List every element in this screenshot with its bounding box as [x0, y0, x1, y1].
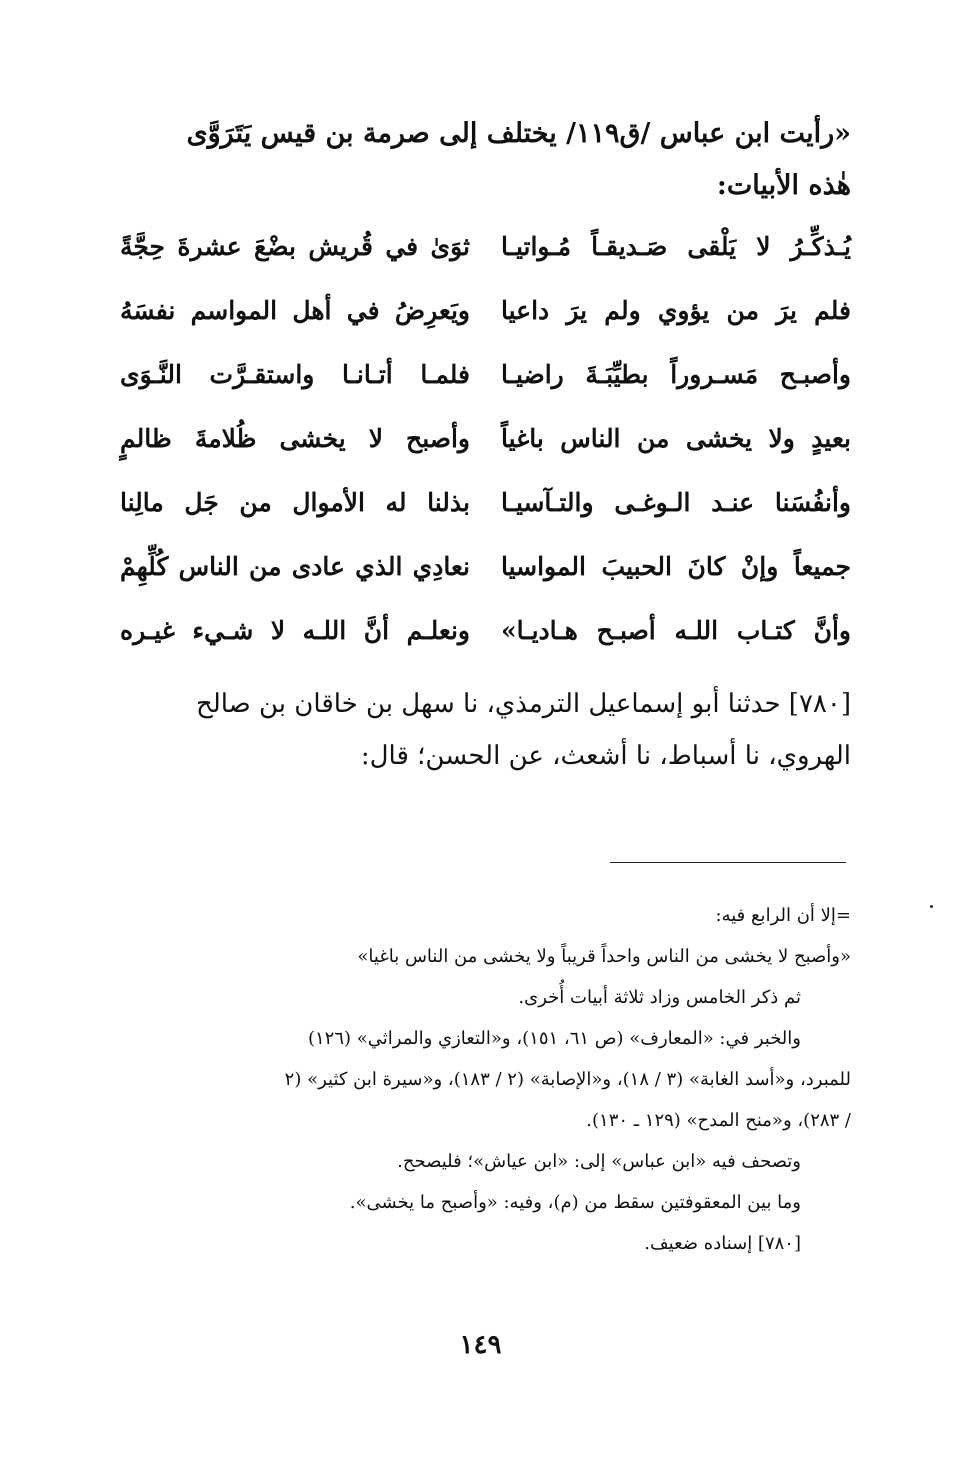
footnote-line: / ٢٨٣)، و«منح المدح» (١٢٩ ـ ١٣٠).	[586, 1110, 851, 1131]
verse	[120, 406, 851, 470]
footnotes	[120, 895, 851, 1264]
intro-line-1: «رأيت ابن عباس /ق١١٩/ يختلف إلى صرمة بن قيس يَتَرَوَّى	[186, 118, 851, 149]
verse-first-hemistich: ثوَىٰ في قُريش بضْعَ عشرةَ حِجَّةً	[120, 231, 470, 261]
verse-first-hemistich: فلمـا أتـانـا واستقـرَّت النَّـوَى	[120, 359, 470, 389]
verse-first-hemistich: ويَعرِضُ في أهل المواسم نفسَهُ	[120, 295, 470, 325]
verse-second-hemistich: جميعاً وإنْ كانَ الحبيبَ المواسيا	[501, 551, 851, 581]
verse	[120, 598, 851, 662]
hadith-line-2: الهروي، نا أسباط، نا أشعث، عن الحسن؛ قال:	[360, 741, 851, 771]
verse	[120, 534, 851, 598]
footnote-line: ثم ذكر الخامس وزاد ثلاثة أبيات أُخرى.	[518, 987, 801, 1008]
intro-line-2: هٰذه الأبيات:	[716, 170, 851, 201]
hadith-line-1: [٧٨٠] حدثنا أبو إسماعيل الترمذي، نا سهل بن خاقان بن صالح	[196, 689, 851, 719]
footnote-line: =إلا أن الرابع فيه:	[715, 905, 851, 926]
verse-first-hemistich: بذلنا له الأموال من جَل مالِنا	[120, 487, 470, 517]
verse-second-hemistich: وأنفُسَنا عنـد الـوغـى والتـآسيـا	[501, 487, 851, 517]
verse-first-hemistich: وأصبح لا يخشى ظُلامةَ ظالمٍ	[120, 423, 470, 453]
verse	[120, 342, 851, 406]
verse-first-hemistich: نعادِي الذي عادى من الناس كُلِّهِمْ	[120, 551, 470, 581]
footnote-line: وتصحف فيه «ابن عباس» إلى: «ابن عياش»؛ فليصحح.	[397, 1151, 801, 1172]
footnote-line: وما بين المعقوفتين سقط من (م)، وفيه: «وأصبح ما يخشى».	[349, 1192, 801, 1213]
page-number: ١٤٩	[459, 1330, 502, 1360]
poem-verses	[120, 214, 851, 662]
verse-second-hemistich: فلم يرَ من يؤوي ولم يرَ داعيا	[501, 295, 851, 325]
footnote-line: [٧٨٠] إسناده ضعيف.	[644, 1233, 801, 1254]
verse	[120, 470, 851, 534]
footnote-separator	[610, 862, 846, 863]
verse-second-hemistich: يُـذكِّـرُ لا يَلْقى صَـديقـاً مُـواتيـا	[501, 231, 851, 261]
verse	[120, 214, 851, 278]
scan-speck	[930, 905, 933, 908]
verse-second-hemistich: وأنَّ كتـاب اللـه أصبـح هـاديـا»	[501, 615, 851, 645]
footnote-line: «وأصبح لا يخشى من الناس واحداً قريباً ولا يخشى من الناس باغيا»	[357, 946, 851, 967]
verse-first-hemistich: ونعلـم أنَّ اللـه لا شـيء غيـره	[120, 615, 470, 645]
verse-second-hemistich: بعيدٍ ولا يخشى من الناس باغياً	[501, 423, 851, 453]
footnote-line: والخبر في: «المعارف» (ص ٦١، ١٥١)، و«التعازي والمراثي» (١٢٦)	[307, 1028, 801, 1049]
intro-paragraph	[120, 108, 851, 212]
verse-second-hemistich: وأصبـح مَسـروراً بطيِّبَـةَ راضيـا	[501, 359, 851, 389]
hadith-paragraph	[120, 678, 851, 782]
footnote-line: للمبرد، و«أسد الغابة» (٣ / ١٨)، و«الإصابة» (٢ / ١٨٣)، و«سيرة ابن كثير» (٢	[284, 1069, 851, 1090]
verse	[120, 278, 851, 342]
